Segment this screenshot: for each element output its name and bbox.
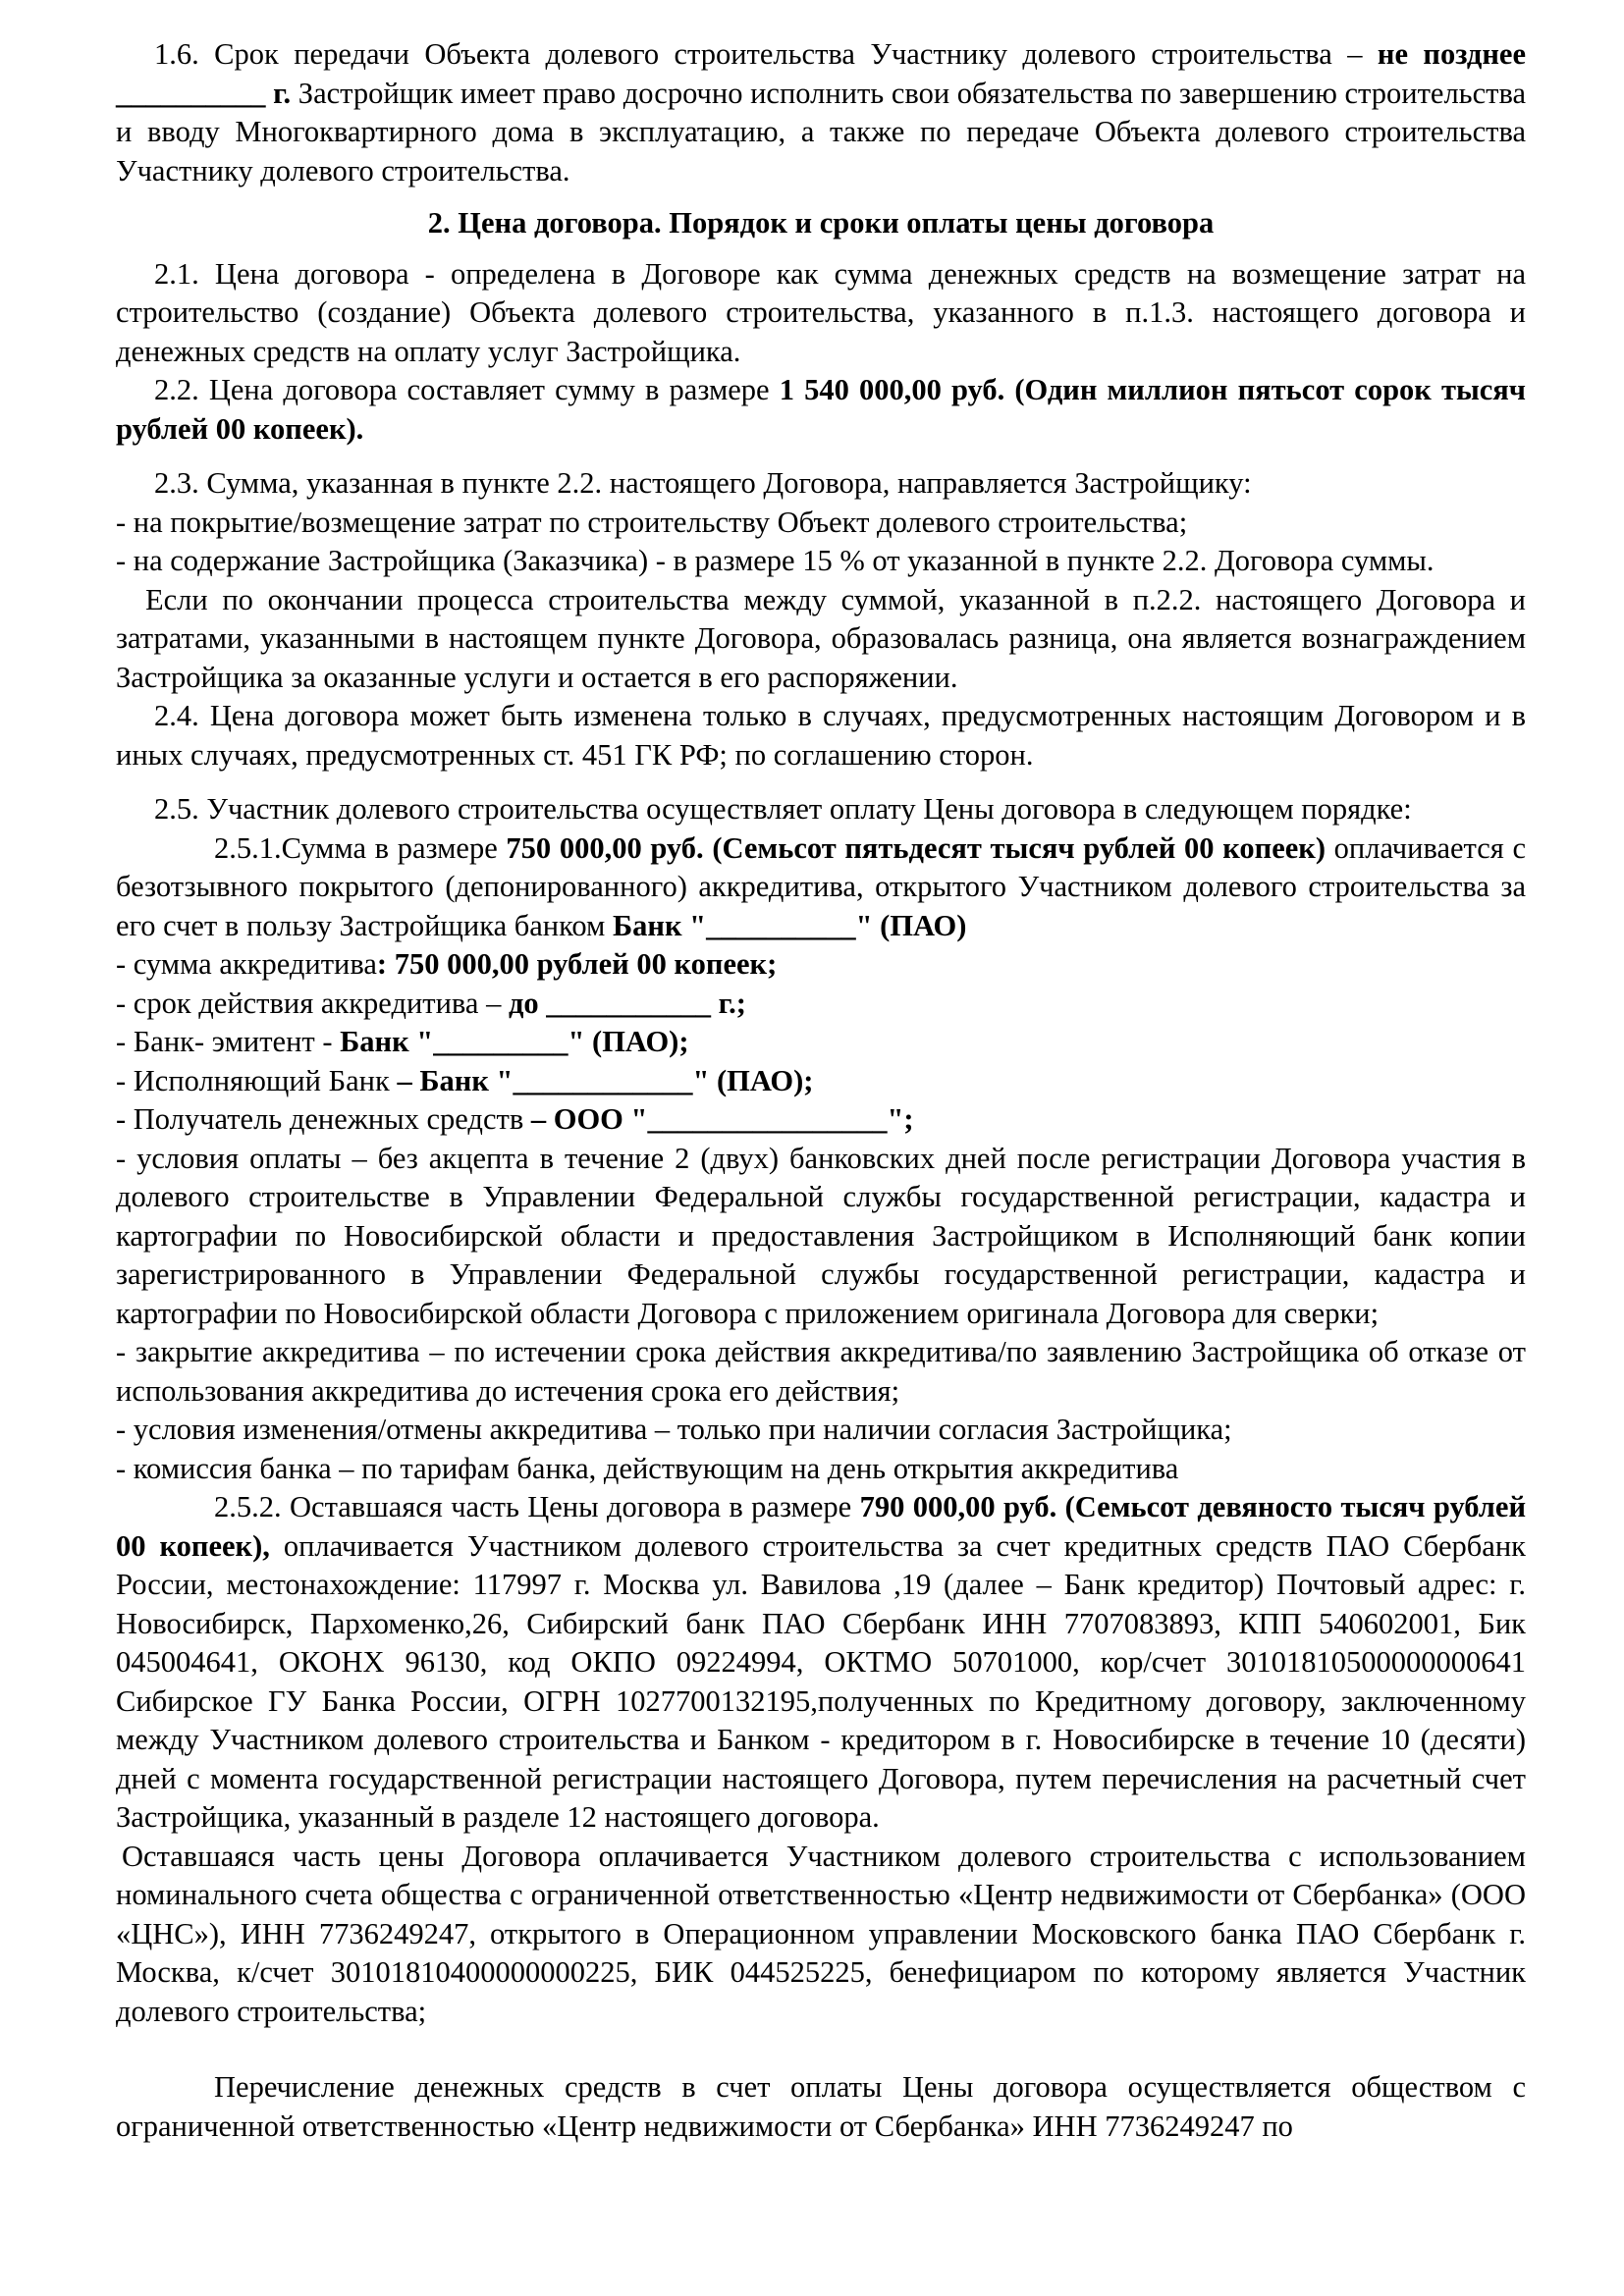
remaining-price: 790 000,00 руб. (Семьсот девяносто тысяч рублей 00 копеек),	[116, 1490, 1527, 1563]
clause-2-5-1-text-cont: оплачивается с безотзывного покрытого (депонированного) аккредитива, открытого Участником долевого строительства за его счет в пользу Застройщика банком	[116, 830, 1526, 942]
letter-of-credit-sum: 750 000,00 руб. (Семьсот пятьдесят тысяч рублей 00 копеек)	[506, 830, 1326, 865]
clause-1-6-text-cont: Застройщик имеет право досрочно исполнить свои обязательства по завершению строительства и вводу Многоквартирного дома в эксплуатацию, а также по передаче Объекта долевого строительства Участнику долевого строительства.	[116, 76, 1526, 187]
lc-executing-bank-value: – Банк "____________" (ПАО);	[397, 1063, 814, 1097]
lc-amount-label: - сумма аккредитива	[116, 947, 377, 981]
lc-executing-bank	[116, 1062, 1526, 1101]
clause-2-5-2-text-cont: оплачивается Участником долевого строительства за счет кредитных средств ПАО Сбербанк России, местонахождение: 117997 г. Москва ул. Вавилова ,19 (далее – Банк кредитор) Почтовый адрес: г. Новосибирск, Пархоменко,26, Сибирский банк ПАО Сбербанк ИНН 7707083893, КПП 540602001, Бик 045004641, ОКОНХ 96130, код ОКПО 09224994, ОКТМО 50701000, кор/счет 30101810500000000641 Сибирское ГУ Банка России, ОГРН 1027700132195,полученных по Кредитному договору, заключенному между Участником долевого строительства и Банком - кредитором в г. Новосибирске в течение 10 (десяти) дней с момента государственной регистрации настоящего Договора, путем перечисления на расчетный счет Застройщика, указанный в разделе 12 настоящего договора.	[116, 1528, 1526, 1834]
contract-price: 1 540 000,00 руб. (Один миллион пятьсот сорок тысяч рублей 00 копеек).	[116, 373, 1527, 446]
lc-recipient-label: - Получатель денежных средств	[116, 1102, 531, 1136]
lc-issuer	[116, 1023, 1526, 1062]
lc-payment-conditions: - условия оплаты – без акцепта в течение 2 (двух) банковских дней после регистрации Договора участия в долевого строительстве в Управлении Федеральной службы государственной регистрации, кадастра и картографии по Новосибирской области и предоставления Застройщиком в Исполняющий банк копии зарегистрированного в Управлении Федеральной службы государственной регистрации, кадастра и картографии по Новосибирской области Договора с приложением оригинала Договора для сверки;	[116, 1141, 1526, 1330]
lc-amount-value: : 750 000,00 рублей 00 копеек;	[376, 947, 778, 981]
lc-issuer-label: - Банк- эмитент -	[116, 1025, 341, 1058]
lc-executing-bank-label: - Исполняющий Банк	[116, 1063, 398, 1097]
lc-change-conditions: - условия изменения/отмены аккредитива – только при наличии согласия Застройщика;	[116, 1413, 1232, 1446]
clause-2-5-1	[116, 829, 1526, 946]
clause-1-6-text: 1.6. Срок передачи Объекта долевого строительства Участнику долевого строительства –	[154, 37, 1378, 71]
nominal-account-paragraph: Оставшаяся часть цены Договора оплачивается Участником долевого строительства с использованием номинального счета общества с ограниченной ответственностью «Центр недвижимости от Сбербанка» (ООО «ЦНС»), ИНН 7736249247, открытого в Операционном управлении Московского банка ПАО Сбербанк г. Москва, к/счет 30101810400000000225, БИК 044525225, бенефициаром по которому является Участник долевого строительства;	[116, 1839, 1526, 2028]
lc-term	[116, 985, 1526, 1024]
clause-2-3-difference: Если по окончании процесса строительства между суммой, указанной в п.2.2. настоящего Договора и затратами, указанными в настоящем пункте Договора, образовалась разница, она является вознаграждением Застройщика за оказанные услуги и остается в его распоряжении.	[116, 582, 1526, 694]
clause-2-1: 2.1. Цена договора - определена в Договоре как сумма денежных средств на возмещение затрат на строительство (создание) Объекта долевого строительства, указанного в п.1.3. настоящего договора и денежных средств на оплату услуг Застройщика.	[116, 256, 1526, 368]
transfer-paragraph: Перечисление денежных средств в счет оплаты Цены договора осуществляется обществом с ограниченной ответственностью «Центр недвижимости от Сбербанка» ИНН 7736249247 по	[116, 2070, 1526, 2143]
lc-closing: - закрытие аккредитива – по истечении срока действия аккредитива/по заявлению Застройщика об отказе от использования аккредитива до истечения срока его действия;	[116, 1335, 1526, 1408]
lc-recipient	[116, 1100, 1526, 1140]
clause-2-5-2-text: 2.5.2. Оставшаяся часть Цены договора в размере	[214, 1490, 860, 1523]
clause-2-5: 2.5. Участник долевого строительства осуществляет оплату Цены договора в следующем порядке:	[154, 792, 1412, 826]
clause-2-3-item-2: - на содержание Застройщика (Заказчика) - в размере 15 % от указанной в пункте 2.2. Договора суммы.	[116, 544, 1435, 577]
lc-term-value: до ___________ г.;	[508, 986, 746, 1020]
lc-term-label: - срок действия аккредитива –	[116, 986, 509, 1020]
lc-amount	[116, 945, 1526, 985]
clause-1-6-deadline: не позднее __________ г.	[116, 37, 1526, 110]
clause-2-2	[116, 371, 1526, 449]
lc-issuer-value: Банк "_________" (ПАО);	[340, 1025, 689, 1058]
clause-2-2-text: 2.2. Цена договора составляет сумму в размере	[154, 373, 780, 406]
issuing-bank-name: Банк "__________" (ПАО)	[612, 908, 967, 942]
lc-bank-fee: - комиссия банка – по тарифам банка, действующим на день открытия аккредитива	[116, 1451, 1179, 1485]
lc-recipient-value: – ООО "________________";	[530, 1102, 914, 1136]
clause-2-5-1-text: 2.5.1.Сумма в размере	[214, 830, 507, 865]
clause-2-5-2	[116, 1488, 1526, 1838]
clause-2-3: 2.3. Сумма, указанная в пункте 2.2. настоящего Договора, направляется Застройщику:	[154, 466, 1252, 500]
clause-1-6	[116, 35, 1526, 190]
clause-2-4: 2.4. Цена договора может быть изменена только в случаях, предусмотренных настоящим Договором и в иных случаях, предусмотренных ст. 451 ГК РФ; по соглашению сторон.	[116, 699, 1526, 772]
section-2-title: 2. Цена договора. Порядок и сроки оплаты цены договора	[427, 206, 1215, 240]
clause-2-3-item-1: - на покрытие/возмещение затрат по строительству Объект долевого строительства;	[116, 505, 1188, 539]
